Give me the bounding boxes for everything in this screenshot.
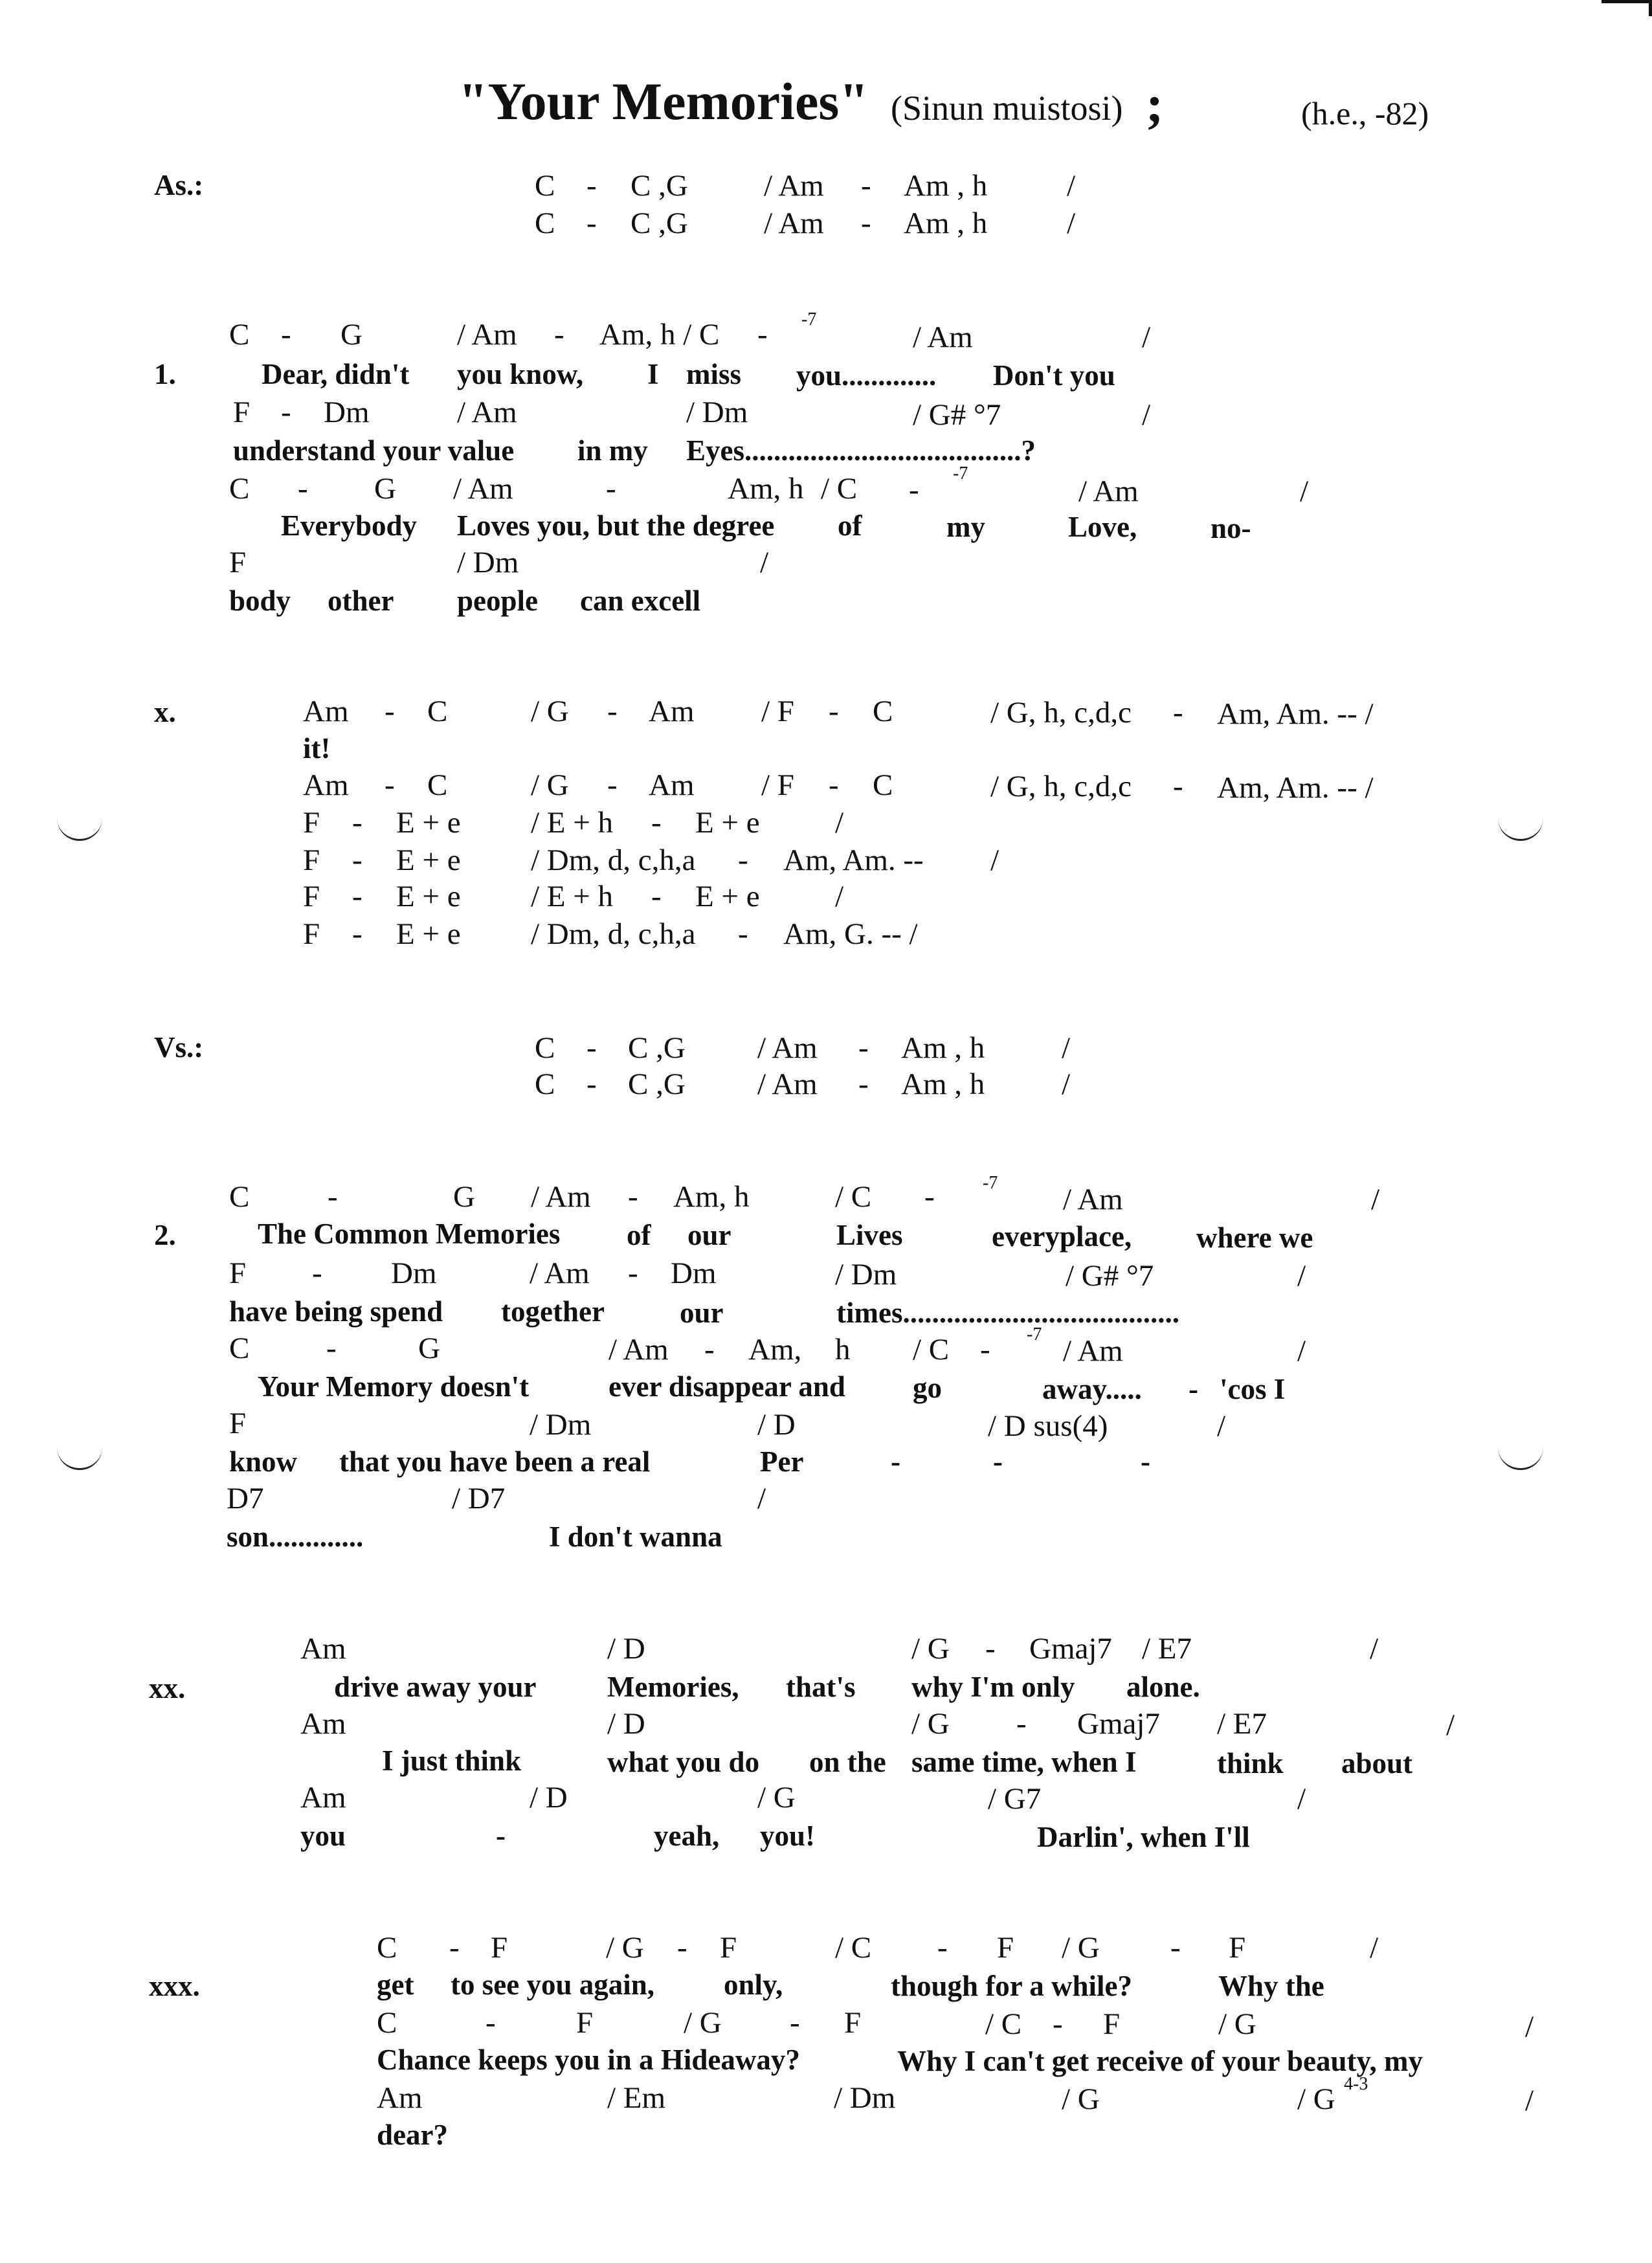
chord: / Am — [608, 1333, 669, 1366]
chord-superscript: -7 — [953, 463, 968, 484]
lyric: on the — [809, 1746, 886, 1778]
chord: / D — [607, 1707, 645, 1741]
chord: C — [535, 1031, 555, 1065]
chord: - — [924, 1180, 935, 1214]
lyric: our — [680, 1297, 724, 1329]
chord: - — [980, 1333, 990, 1366]
chord: / Am — [764, 206, 824, 240]
lyric: - — [496, 1820, 506, 1852]
chord: / — [1370, 1931, 1379, 1965]
lyric: you............. — [796, 359, 937, 392]
chord: / E + h — [531, 806, 614, 840]
chord: / G — [1218, 2007, 1256, 2041]
chord: G — [418, 1332, 440, 1365]
chord: / — [1525, 2084, 1534, 2117]
chord: / — [1525, 2010, 1534, 2044]
chord: / Dm, d, c,h,a — [531, 917, 696, 951]
chord: Am, Am. -- / — [1217, 771, 1374, 805]
chord: C — [427, 695, 448, 728]
lyric: other — [328, 585, 394, 617]
chord: - — [738, 917, 748, 951]
chord: / G, h, c,d,c — [990, 770, 1132, 803]
lyric: Eyes......................................? — [686, 434, 1036, 467]
lyric: Lives — [836, 1219, 903, 1251]
lyric: have being spend — [229, 1295, 443, 1328]
lyric: Don't you — [993, 359, 1115, 392]
chord: / G, h, c,d,c — [990, 696, 1132, 730]
lyric: together — [501, 1295, 605, 1328]
title-semicolon: ; — [1146, 74, 1164, 133]
chord: / Am — [453, 472, 513, 506]
lyric: away..... — [1042, 1373, 1142, 1405]
chord: - — [858, 1067, 869, 1101]
chord: - — [298, 472, 308, 506]
chord: - — [586, 206, 597, 240]
chord: / E7 — [1217, 1707, 1267, 1741]
punch-hole-mark — [1498, 813, 1543, 841]
chord: C — [229, 1332, 250, 1365]
chord: / — [1297, 1334, 1306, 1368]
lyric: Darlin', when I'll — [1037, 1821, 1250, 1853]
lyric: Why the — [1218, 1970, 1324, 2002]
chord: / G — [911, 1632, 950, 1666]
chord: G — [453, 1180, 475, 1214]
chord: Am , h — [901, 1031, 985, 1065]
chord: E + e — [396, 843, 461, 877]
chord: Dm — [391, 1256, 437, 1290]
chord: / C — [835, 1180, 872, 1214]
chord: F — [1229, 1931, 1246, 1965]
chord: G — [374, 472, 396, 506]
chord: F — [1103, 2007, 1121, 2041]
chord: F — [997, 1931, 1014, 1965]
lyric: alone. — [1126, 1671, 1200, 1703]
chord: / — [1297, 1782, 1306, 1816]
lyric: body — [229, 585, 291, 617]
chord: - — [449, 1931, 460, 1965]
chord: C — [377, 2006, 397, 2040]
chord: / G — [684, 2006, 722, 2040]
chord: - — [352, 880, 363, 913]
chord: Am — [303, 695, 349, 728]
chord: / — [760, 546, 769, 579]
chord: / — [835, 880, 844, 913]
chord: / — [1297, 1259, 1306, 1293]
chord: C — [377, 1931, 397, 1965]
chord: F — [229, 546, 247, 579]
lyric: drive away your — [334, 1671, 537, 1703]
section-label-verse-1: 1. — [154, 358, 176, 390]
chord: / — [1217, 1409, 1226, 1443]
lyric: dear? — [377, 2119, 448, 2151]
chord: - — [586, 1031, 597, 1065]
chord: / G — [1062, 2082, 1100, 2116]
chord: F — [491, 1931, 508, 1965]
chord: F — [303, 917, 320, 951]
lyric: can excell — [580, 585, 701, 617]
chord: Am, h / C — [599, 318, 720, 351]
lyric: - — [891, 1445, 900, 1478]
chord: / D — [607, 1632, 645, 1666]
lyric: everyplace, — [992, 1220, 1132, 1253]
chord: / Am — [757, 1067, 818, 1101]
chord-superscript: -7 — [1027, 1324, 1042, 1344]
chord: Am — [377, 2081, 423, 2115]
chord: / G — [531, 768, 569, 802]
chord: E + e — [695, 880, 760, 913]
chord: / E + h — [531, 880, 614, 913]
chord: Am, — [748, 1333, 802, 1366]
chord: / D — [530, 1781, 568, 1814]
chord: / G — [606, 1931, 644, 1965]
chord: / G — [1297, 2082, 1335, 2116]
chord: C — [535, 206, 555, 240]
lyric: why I'm only — [911, 1671, 1075, 1703]
chord: / G7 — [988, 1782, 1042, 1816]
lyric: you — [300, 1820, 346, 1852]
chord: - — [352, 843, 363, 877]
lyric: same time, when I — [911, 1746, 1137, 1778]
chord: C — [229, 472, 250, 506]
lyric: it! — [303, 732, 331, 764]
punch-hole-mark — [57, 813, 102, 841]
chord: h — [835, 1333, 851, 1366]
chord: / E7 — [1142, 1632, 1192, 1666]
chord: / Em — [607, 2081, 666, 2115]
song-subtitle: (Sinun muistosi) — [891, 89, 1123, 128]
lyric: Chance keeps you in a Hideaway? — [377, 2044, 800, 2076]
lyric: where we — [1196, 1221, 1313, 1254]
lyric: Loves you, but the degree — [457, 509, 775, 542]
chord: C ,G — [631, 206, 688, 240]
chord: E + e — [695, 806, 760, 840]
chord: C — [873, 768, 893, 802]
chord: / Am — [1063, 1183, 1123, 1216]
chord: - — [486, 2006, 496, 2040]
lyric: miss — [686, 358, 742, 390]
chord: Am, Am. -- / — [1217, 697, 1374, 731]
lyric: yeah, — [654, 1820, 720, 1852]
section-label-xx: xx. — [149, 1672, 186, 1704]
chord: Dm — [324, 396, 370, 429]
chord: / Am — [457, 318, 517, 351]
chord: / — [1067, 169, 1076, 203]
chord: / — [1142, 320, 1151, 354]
lyric: though for a while? — [891, 1970, 1132, 2002]
lyric: 'cos I — [1220, 1373, 1286, 1405]
chord: / Am — [913, 320, 973, 354]
lyric: that you have been a real — [339, 1445, 651, 1478]
chord: - — [861, 206, 871, 240]
chord: / C — [985, 2007, 1022, 2041]
chord: - — [628, 1180, 638, 1214]
chord: - — [861, 169, 871, 203]
chord: Am , h — [904, 206, 988, 240]
chord: Am — [300, 1781, 346, 1814]
lyric: - — [1141, 1445, 1150, 1478]
chord-superscript: 4-3 — [1344, 2074, 1368, 2094]
chord: / D7 — [452, 1482, 506, 1515]
lyric: I just think — [382, 1745, 522, 1777]
chord: C ,G — [628, 1031, 686, 1065]
chord: / Dm — [686, 396, 748, 429]
chord: - — [326, 1332, 337, 1365]
chord: / G — [1062, 1931, 1100, 1965]
chord: Am, G. -- / — [783, 917, 918, 951]
chord: Am, h — [673, 1180, 750, 1214]
chord-superscript: -7 — [983, 1173, 998, 1193]
chord: F — [229, 1256, 247, 1290]
lyric: times...................................... — [836, 1297, 1179, 1329]
lyric: Dear, didn't — [262, 358, 410, 390]
lyric: think — [1217, 1747, 1284, 1779]
chord: Gmaj7 — [1029, 1632, 1112, 1666]
chord: / Dm, d, c,h,a — [531, 843, 696, 877]
chord: / Am — [457, 396, 517, 429]
chord: - — [607, 768, 618, 802]
chord: / G# °7 — [1066, 1259, 1154, 1293]
chord: - — [281, 396, 291, 429]
chord: - — [1173, 696, 1183, 730]
lyric: my — [946, 511, 985, 543]
chord: C — [229, 1180, 250, 1214]
punch-hole-mark — [57, 1442, 102, 1470]
chord: / Dm — [457, 546, 519, 579]
chord: / G# °7 — [913, 398, 1001, 432]
lyric: to see you again, — [451, 1968, 654, 2001]
chord: / Am — [1063, 1334, 1123, 1368]
chord: - — [790, 2006, 800, 2040]
chord: / — [1062, 1067, 1071, 1101]
chord: / F — [761, 695, 794, 728]
chord: - — [1053, 2007, 1063, 2041]
section-label-interlude: Vs.: — [154, 1031, 204, 1064]
chord: / C — [821, 472, 858, 506]
chord: / G — [757, 1781, 796, 1814]
chord: - — [909, 473, 919, 507]
chord: - — [385, 768, 395, 802]
lyric: of — [627, 1219, 651, 1251]
chord: / Am — [764, 169, 824, 203]
chord: - — [677, 1931, 687, 1965]
chord: - — [352, 806, 363, 840]
chord: / — [1446, 1708, 1455, 1742]
chord: / C — [835, 1931, 872, 1965]
lyric: - — [993, 1445, 1003, 1478]
chord: E + e — [396, 917, 461, 951]
chord: / Dm — [834, 2081, 896, 2115]
chord: / Dm — [530, 1408, 592, 1442]
chord: / — [1370, 1632, 1379, 1666]
chord: C — [427, 768, 448, 802]
chord: / Am — [530, 1256, 590, 1290]
chord: - — [385, 695, 395, 728]
chord: / D — [757, 1408, 796, 1442]
chord: F — [303, 843, 320, 877]
chord: - — [628, 1256, 638, 1290]
lyric: Love, — [1068, 511, 1137, 543]
chord: / Am — [1078, 474, 1139, 508]
chord: C ,G — [631, 169, 688, 203]
chord: C ,G — [628, 1067, 686, 1101]
chord: C — [229, 318, 250, 351]
lyric: you! — [760, 1820, 816, 1852]
chord: / Am — [531, 1180, 591, 1214]
lyric: of — [838, 509, 862, 542]
chord: F — [844, 2006, 862, 2040]
chord: / — [1062, 1031, 1071, 1065]
lyric: I — [647, 358, 659, 390]
chord: - — [607, 695, 618, 728]
chord: - — [586, 1067, 597, 1101]
section-label-verse-2: 2. — [154, 1219, 176, 1251]
chord: F — [720, 1931, 737, 1965]
lyric: you know, — [457, 358, 584, 390]
chord: E + e — [396, 806, 461, 840]
chord: Am, h — [728, 472, 804, 506]
chord: - — [858, 1031, 869, 1065]
chord: / D sus(4) — [988, 1409, 1108, 1443]
chord: - — [1173, 770, 1183, 803]
lyric: The Common Memories — [258, 1218, 561, 1250]
chord: F — [229, 1407, 247, 1440]
lyric: no- — [1211, 512, 1251, 544]
lyric: know — [229, 1445, 298, 1478]
lyric: go — [913, 1372, 942, 1404]
chord: / — [1067, 206, 1076, 240]
song-title: "Your Memories" — [458, 72, 869, 131]
chord: - — [651, 806, 662, 840]
lyric: Memories, — [607, 1671, 739, 1703]
chord: Am, Am. -- — [783, 843, 924, 877]
chord: D7 — [227, 1482, 264, 1515]
chord: - — [312, 1256, 322, 1290]
lyric: our — [687, 1219, 731, 1251]
lyric: only, — [724, 1968, 783, 2001]
lyric: Why I can't get receive of your beauty, my — [897, 2045, 1423, 2077]
lyric: Your Memory doesn't — [258, 1370, 530, 1403]
chord: / G — [911, 1707, 950, 1741]
chord: Gmaj7 — [1077, 1707, 1160, 1741]
punch-hole-mark — [1498, 1442, 1543, 1470]
chord: / — [835, 806, 844, 840]
lyric: understand your value — [233, 434, 515, 467]
chord: - — [586, 169, 597, 203]
chord: - — [281, 318, 291, 351]
chord: - — [985, 1632, 996, 1666]
chord: F — [303, 806, 320, 840]
lyric: in my — [577, 434, 648, 467]
lyric: I don't wanna — [549, 1521, 722, 1553]
lyric: that's — [786, 1671, 856, 1703]
lyric: Everybody — [281, 509, 418, 542]
chord: / Dm — [835, 1258, 897, 1291]
chord: F — [233, 396, 251, 429]
lyric: get — [377, 1968, 414, 2001]
chord: / — [1142, 398, 1151, 432]
chord: - — [328, 1180, 338, 1214]
song-credit: (h.e., -82) — [1301, 95, 1429, 131]
chord: Am — [649, 695, 695, 728]
chord: / G — [531, 695, 569, 728]
lyric: son............. — [227, 1521, 364, 1553]
chord: Am — [300, 1707, 346, 1741]
chord: / — [1371, 1183, 1380, 1216]
chord: / Am — [757, 1031, 818, 1065]
chord-superscript: -7 — [801, 309, 817, 329]
chord: - — [554, 318, 564, 351]
section-label-xxx: xxx. — [149, 1970, 200, 2002]
chord: Am — [303, 768, 349, 802]
chord: / F — [761, 768, 794, 802]
chord: - — [829, 768, 839, 802]
chord: - — [1016, 1707, 1027, 1741]
lyric: Per — [760, 1445, 804, 1478]
lyric: people — [457, 585, 539, 617]
chord: / C — [913, 1333, 950, 1366]
chord: - — [757, 318, 768, 351]
chord: C — [535, 1067, 555, 1101]
chord: Am — [649, 768, 695, 802]
section-label-x: x. — [154, 696, 176, 728]
lyric: what you do — [607, 1746, 760, 1778]
lyric: - — [1189, 1373, 1198, 1405]
lyric: about — [1341, 1747, 1413, 1779]
chord: F — [576, 2006, 594, 2040]
chord: - — [937, 1931, 948, 1965]
corner-fold-mark — [1602, 0, 1652, 12]
chord: - — [606, 472, 616, 506]
chord: - — [829, 695, 839, 728]
chord: / — [1300, 474, 1309, 508]
chord: Am , h — [904, 169, 988, 203]
chord: - — [651, 880, 662, 913]
chord: / — [990, 843, 999, 877]
chord: - — [738, 843, 748, 877]
section-label-intro: As.: — [154, 169, 204, 201]
chord: - — [1170, 1931, 1181, 1965]
chord: G — [340, 318, 363, 351]
chord: - — [704, 1333, 715, 1366]
chord: Am — [300, 1632, 346, 1666]
chord: C — [873, 695, 893, 728]
lyric: ever disappear and — [608, 1370, 845, 1403]
chord: F — [303, 880, 320, 913]
chord: C — [535, 169, 555, 203]
chord: / — [757, 1482, 766, 1515]
chord: Am , h — [901, 1067, 985, 1101]
chord: E + e — [396, 880, 461, 913]
chord: - — [352, 917, 363, 951]
chord: Dm — [671, 1256, 717, 1290]
